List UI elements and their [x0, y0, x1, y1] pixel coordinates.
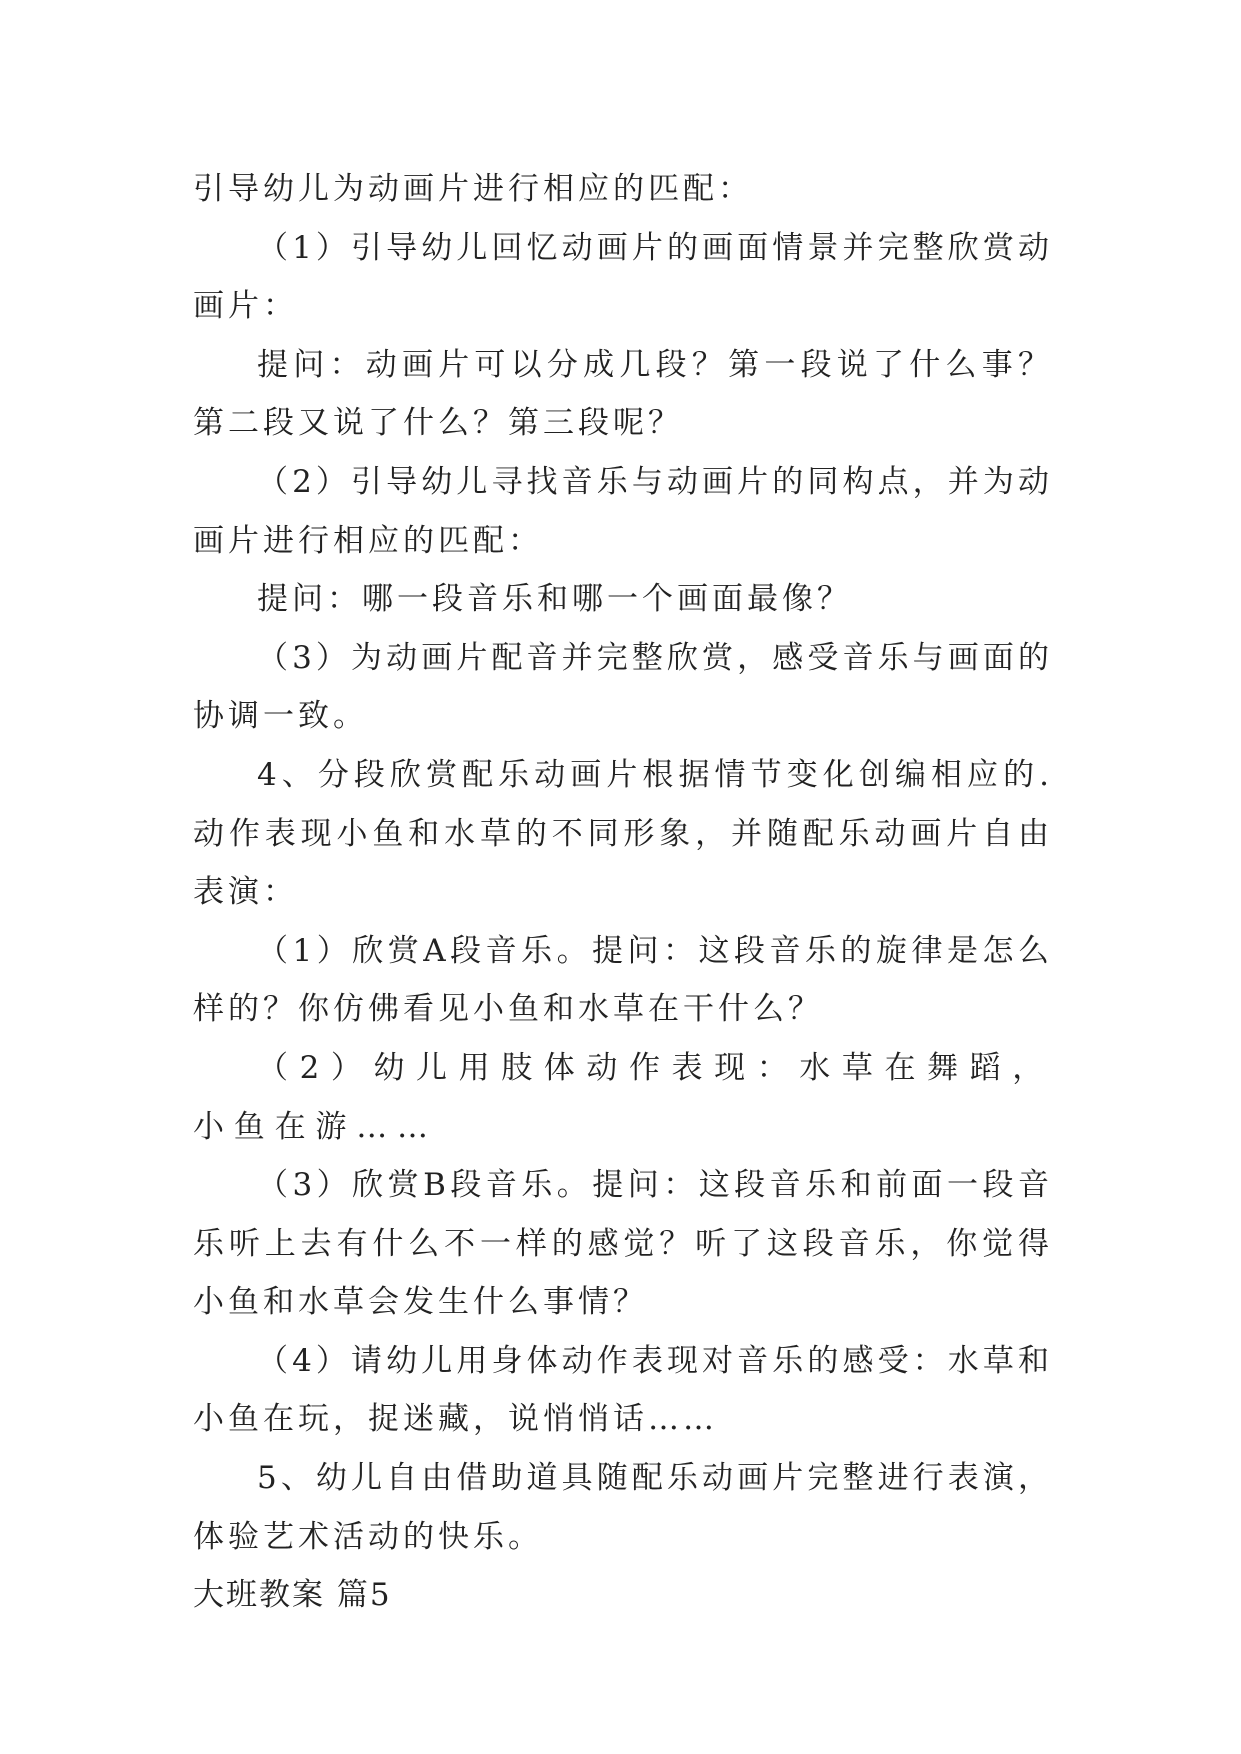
paragraph-1: 引导幼儿为动画片进行相应的匹配： — [193, 171, 753, 207]
paragraph-3: 提问：动画片可以分成几段？第一段说了什么事？第二段又说了什么？第三段呢？ — [193, 346, 1053, 442]
paragraph-4: （2）引导幼儿寻找音乐与动画片的同构点，并为动画片进行相应的匹配： — [193, 463, 1053, 559]
paragraph-7: 4、分段欣赏配乐动画片根据情节变化创编相应的.动作表现小鱼和水草的不同形象，并随配乐动画片自由表演： — [193, 756, 1053, 911]
paragraph-8: （1）欣赏A段音乐。提问：这段音乐的旋律是怎么样的？你仿佛看见小鱼和水草在干什么？ — [193, 932, 1053, 1028]
paragraph-9: （2）幼儿用肢体动作表现：水草在舞蹈，小鱼在游…… — [193, 1049, 1053, 1145]
paragraph-2: （1）引导幼儿回忆动画片的画面情景并完整欣赏动画片： — [193, 229, 1053, 325]
paragraph-5: 提问：哪一段音乐和哪一个画面最像？ — [257, 581, 852, 618]
paragraph-6: （3）为动画片配音并完整欣赏，感受音乐与画面的协调一致。 — [193, 639, 1053, 735]
document-body — [193, 160, 1053, 1625]
paragraph-12: 5、幼儿自由借助道具随配乐动画片完整进行表演，体验艺术活动的快乐。 — [193, 1460, 1053, 1555]
paragraph-10: （3）欣赏B段音乐。提问：这段音乐和前面一段音乐听上去有什么不一样的感觉？听了这段音乐，你觉得小鱼和水草会发生什么事情？ — [193, 1167, 1053, 1321]
paragraph-11: （4）请幼儿用身体动作表现对音乐的感受：水草和小鱼在玩，捉迷藏，说悄悄话…… — [193, 1342, 1053, 1438]
section-heading: 大班教案 篇5 — [193, 1577, 392, 1614]
